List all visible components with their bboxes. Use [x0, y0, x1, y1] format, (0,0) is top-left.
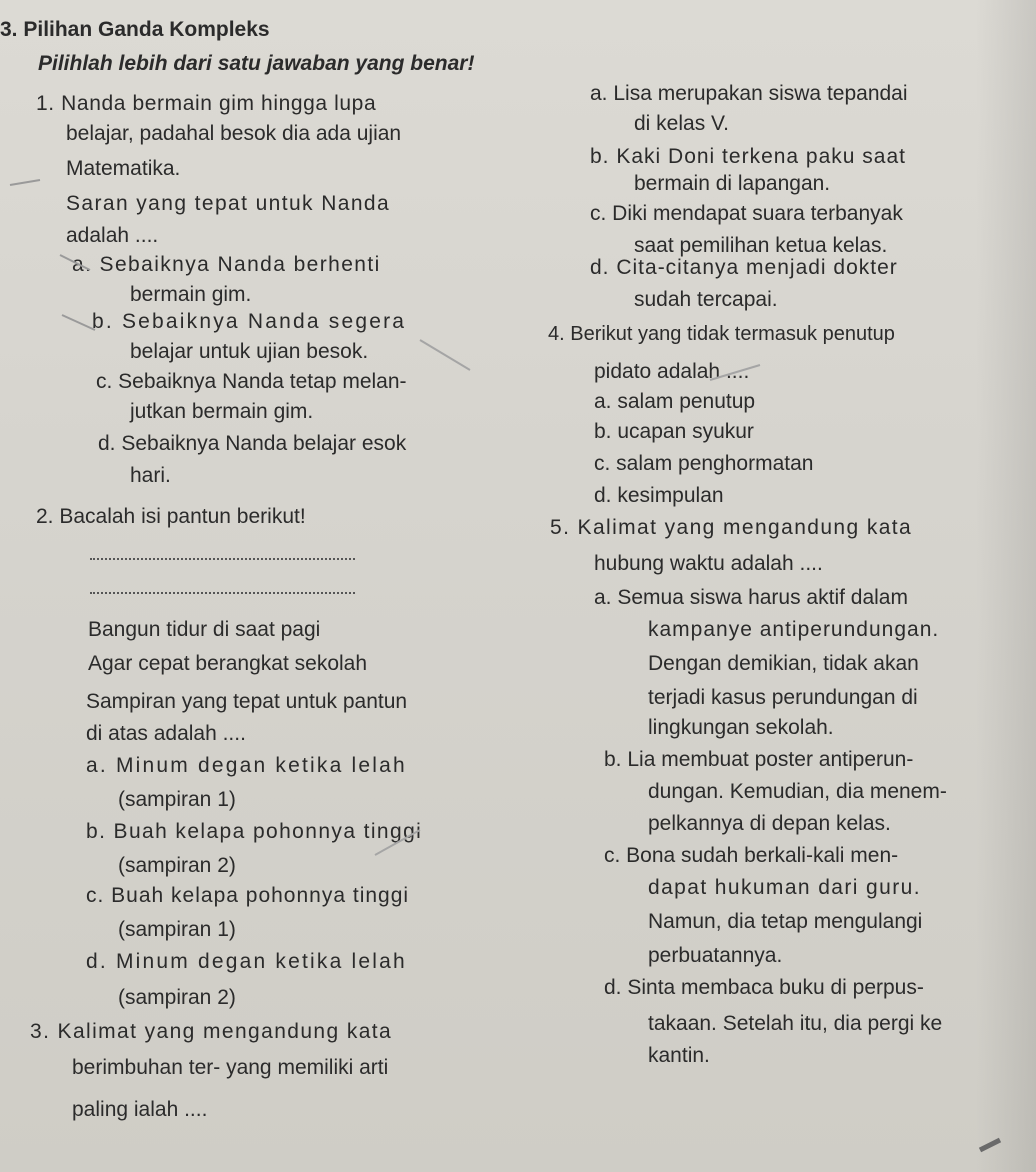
q2-line: di atas adalah .... — [86, 722, 246, 745]
q3-option-c-cont: saat pemilihan ketua kelas. — [634, 234, 888, 257]
q3-option-d: d. Cita-citanya menjadi dokter — [590, 256, 898, 279]
q3-line: berimbuhan ter- yang memiliki arti — [72, 1056, 389, 1079]
q1-line: adalah .... — [66, 224, 159, 247]
q2-option-d-cont: (sampiran 2) — [118, 986, 236, 1009]
q5-option-d: d. Sinta membaca buku di perpus- — [604, 976, 924, 999]
q5-line: 5. Kalimat yang mengandung kata — [550, 516, 913, 539]
q5-option-c-cont: dapat hukuman dari guru. — [648, 876, 921, 899]
q5-option-c: c. Bona sudah berkali-kali men- — [604, 844, 899, 867]
q1-line: Saran yang tepat untuk Nanda — [66, 192, 391, 215]
q1-line: 1. Nanda bermain gim hingga lupa — [36, 92, 377, 115]
q1-option-a: a. Sebaiknya Nanda berhenti — [72, 253, 381, 276]
q2-option-a: a. Minum degan ketika lelah — [86, 754, 407, 777]
q1-option-a-cont: bermain gim. — [130, 283, 252, 306]
q5-option-d-cont: takaan. Setelah itu, dia pergi ke — [648, 1012, 943, 1035]
q4-option-c: c. salam penghormatan — [594, 452, 814, 475]
q5-option-b-cont: dungan. Kemudian, dia menem- — [648, 780, 947, 803]
q3-option-b: b. Kaki Doni terkena paku saat — [590, 145, 907, 168]
q1-option-b: b. Sebaiknya Nanda segera — [92, 310, 407, 333]
q4-line: pidato adalah .... — [594, 360, 750, 383]
q1-option-c-cont: jutkan bermain gim. — [130, 400, 314, 423]
q3-option-a: a. Lisa merupakan siswa tepandai — [590, 82, 908, 105]
q3-option-b-cont: bermain di lapangan. — [634, 172, 831, 195]
q2-option-a-cont: (sampiran 1) — [118, 788, 236, 811]
q2-option-c-cont: (sampiran 1) — [118, 918, 236, 941]
q2-option-b-cont: (sampiran 2) — [118, 854, 236, 877]
q4-line: 4. Berikut yang tidak termasuk penutup — [548, 323, 895, 345]
q1-option-b-cont: belajar untuk ujian besok. — [130, 340, 369, 363]
pantun-line: Agar cepat berangkat sekolah — [88, 652, 368, 675]
q5-option-b-cont: pelkannya di depan kelas. — [648, 812, 891, 835]
q1-line: Matematika. — [66, 157, 181, 180]
q3-option-c: c. Diki mendapat suara terbanyak — [590, 202, 903, 225]
section-instruction: Pilihlah lebih dari satu jawaban yang benar! — [38, 52, 475, 75]
q5-option-b: b. Lia membuat poster antiperun- — [604, 748, 914, 771]
q2-option-d: d. Minum degan ketika lelah — [86, 950, 407, 973]
q1-option-d-cont: hari. — [130, 464, 171, 487]
q2-option-c: c. Buah kelapa pohonnya tinggi — [86, 884, 410, 907]
q2-line: Sampiran yang tepat untuk pantun — [86, 690, 408, 713]
pantun-line: Bangun tidur di saat pagi — [88, 618, 321, 641]
q1-option-c: c. Sebaiknya Nanda tetap melan- — [96, 370, 407, 393]
q3-option-d-cont: sudah tercapai. — [634, 288, 778, 311]
q3-option-a-cont: di kelas V. — [634, 112, 729, 135]
q2-line: 2. Bacalah isi pantun berikut! — [36, 505, 306, 528]
q1-option-d: d. Sebaiknya Nanda belajar esok — [98, 432, 407, 455]
q5-option-a-cont: kampanye antiperundungan. — [648, 618, 940, 641]
q5-option-c-cont: Namun, dia tetap mengulangi — [648, 910, 923, 933]
q5-option-d-cont: kantin. — [648, 1044, 710, 1067]
q5-option-a: a. Semua siswa harus aktif dalam — [594, 586, 908, 609]
q5-option-c-cont: perbuatannya. — [648, 944, 783, 967]
q5-option-a-cont: lingkungan sekolah. — [648, 716, 834, 739]
q4-option-d: d. kesimpulan — [594, 484, 724, 507]
q3-line: paling ialah .... — [72, 1098, 208, 1121]
q3-line: 3. Kalimat yang mengandung kata — [30, 1020, 393, 1043]
q1-line: belajar, padahal besok dia ada ujian — [66, 122, 402, 145]
q5-line: hubung waktu adalah .... — [594, 552, 823, 575]
q4-option-a: a. salam penutup — [594, 390, 756, 413]
q2-option-b: b. Buah kelapa pohonnya tinggi — [86, 820, 423, 843]
q4-option-b: b. ucapan syukur — [594, 420, 754, 443]
section-title: 3. Pilihan Ganda Kompleks — [0, 18, 270, 41]
q5-option-a-cont: terjadi kasus perundungan di — [648, 686, 918, 709]
q5-option-a-cont: Dengan demikian, tidak akan — [648, 652, 919, 675]
